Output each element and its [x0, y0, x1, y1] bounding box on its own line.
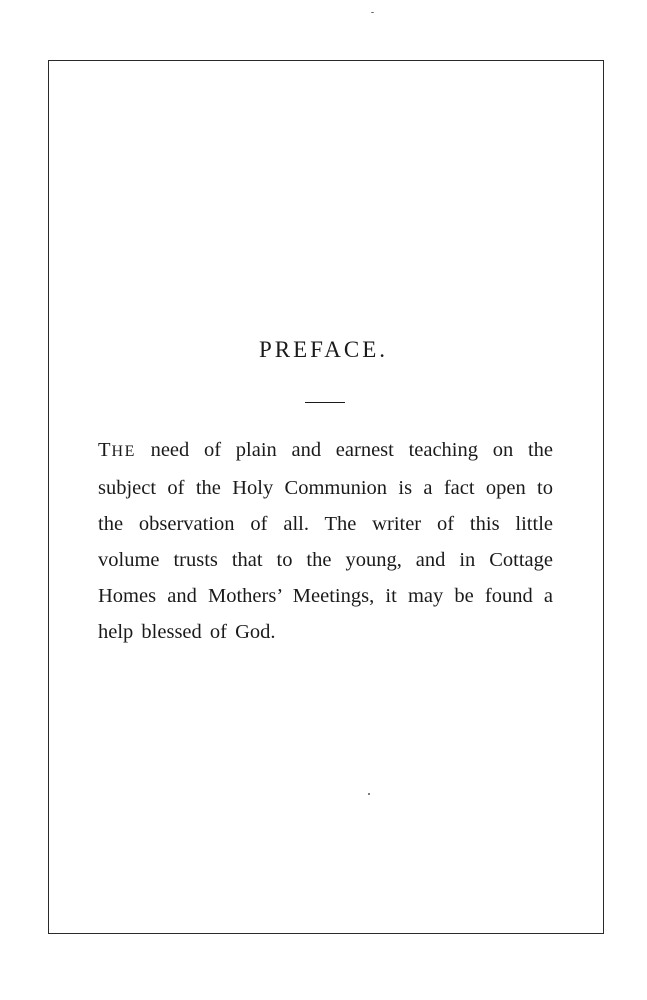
- preface-text: need of plain and earnest teaching on the subject of the Holy Communion is a fact open to the observation of all. The writer of this little volume trusts that to the young, and in Cottage Homes and Mothers’ Meetings, it may be found a help blessed of God.: [98, 439, 553, 643]
- paper-speck: [368, 793, 370, 795]
- preface-paragraph: [98, 432, 553, 650]
- lead-small-caps: HE: [111, 443, 136, 460]
- paper-speck: [371, 12, 374, 13]
- page-title: PREFACE.: [258, 337, 389, 362]
- lead-initial: T: [98, 439, 112, 461]
- title-divider: [305, 402, 345, 403]
